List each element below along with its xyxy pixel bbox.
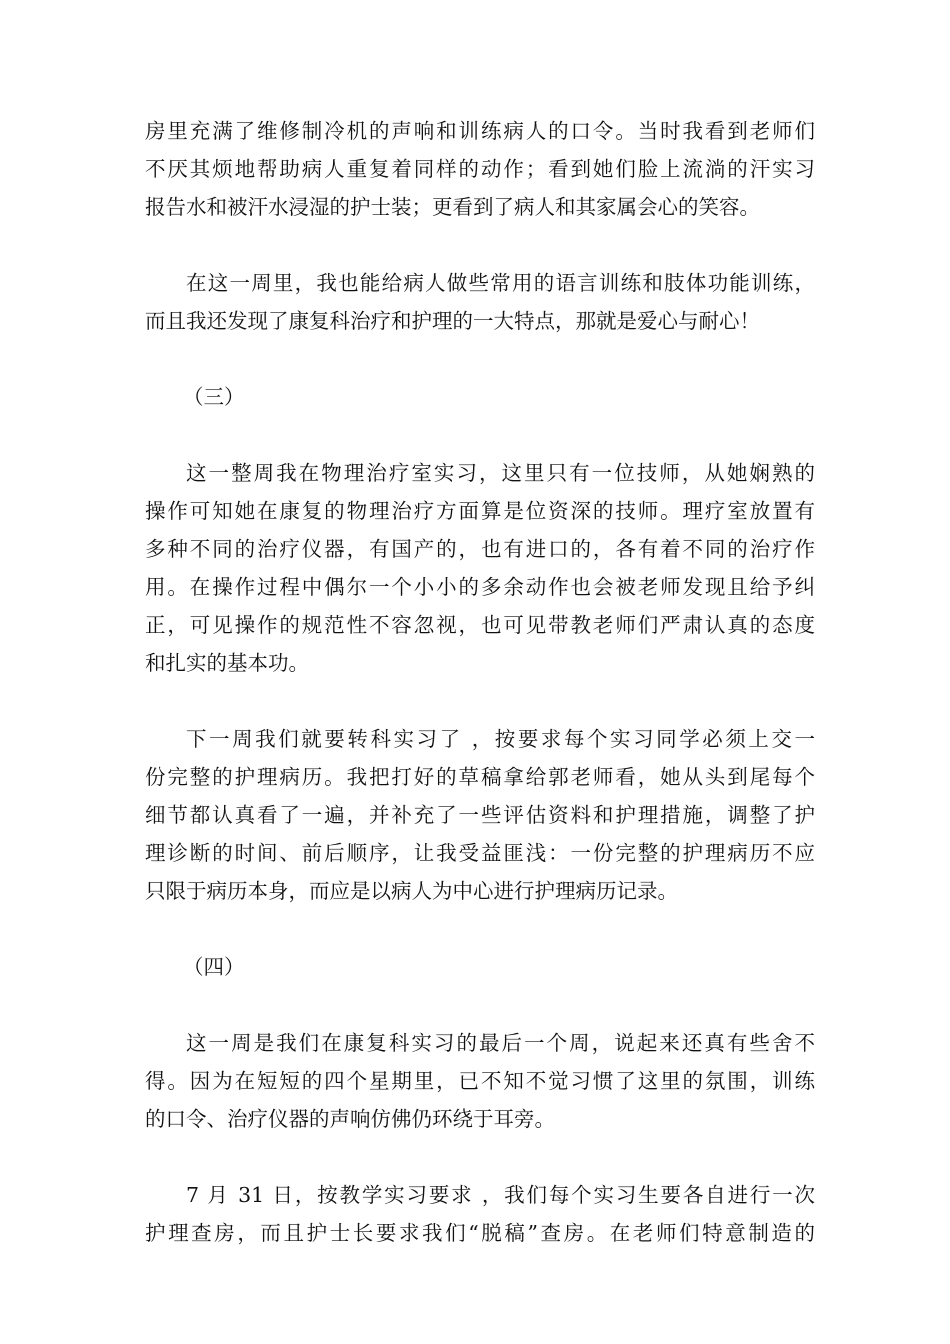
paragraph-6: [145, 1176, 815, 1252]
text-line: 房里充满了维修制冷机的声响和训练病人的口令。当时我看到老师们: [145, 119, 815, 143]
text-line: 操作可知她在康复的物理治疗方面算是位资深的技师。理疗室放置有: [145, 499, 815, 523]
text-line: 这一整周我在物理治疗室实习，这里只有一位技师，从她娴熟的: [186, 461, 815, 485]
text-line: 细节都认真看了一遍，并补充了一些评估资料和护理措施，调整了护: [145, 803, 815, 827]
text-line: 护理查房，而且护士长要求我们“脱稿”查房。在老师们特意制造的: [145, 1221, 815, 1245]
paragraph-4: [145, 720, 815, 910]
section-heading-4: （四）: [183, 955, 245, 979]
text-line: 和扎实的基本功。: [145, 651, 309, 675]
paragraph-3: [145, 454, 815, 682]
text-line: 正，可见操作的规范性不容忽视，也可见带教老师们严肃认真的态度: [145, 613, 815, 637]
section-heading-3: （三）: [183, 385, 245, 409]
text-line: 份完整的护理病历。我把打好的草稿拿给郭老师看，她从头到尾每个: [145, 765, 815, 789]
document-page: [145, 112, 815, 1290]
text-line: 理诊断的时间、前后顺序，让我受益匪浅：一份完整的护理病历不应: [145, 841, 815, 865]
text-line: 得。因为在短短的四个星期里，已不知不觉习惯了这里的氛围，训练: [145, 1069, 815, 1093]
text-line: 下一周我们就要转科实习了 ，按要求每个实习同学必须上交一: [186, 727, 815, 751]
paragraph-5: [145, 1024, 815, 1138]
text-line: 报告水和被汗水浸湿的护士装；更看到了病人和其家属会心的笑容。: [145, 195, 760, 219]
text-line: 而且我还发现了康复科治疗和护理的一大特点，那就是爱心与耐心！: [145, 309, 760, 333]
text-line: 这一周是我们在康复科实习的最后一个周，说起来还真有些舍不: [186, 1031, 815, 1055]
text-line: 7 月 31 日，按教学实习要求 ，我们每个实习生要各自进行一次: [186, 1183, 815, 1207]
text-line: 的口令、治疗仪器的声响仿佛仍环绕于耳旁。: [145, 1107, 555, 1131]
text-line: 多种不同的治疗仪器，有国产的，也有进口的，各有着不同的治疗作: [145, 537, 815, 561]
text-line: 用。在操作过程中偶尔一个小小的多余动作也会被老师发现且给予纠: [145, 575, 815, 599]
paragraph-2: [145, 264, 815, 340]
text-line: 在这一周里，我也能给病人做些常用的语言训练和肢体功能训练，: [186, 271, 815, 295]
paragraph-1: [145, 112, 815, 226]
text-line: 只限于病历本身，而应是以病人为中心进行护理病历记录。: [145, 879, 678, 903]
text-line: 不厌其烦地帮助病人重复着同样的动作；看到她们脸上流淌的汗实习: [145, 157, 815, 181]
